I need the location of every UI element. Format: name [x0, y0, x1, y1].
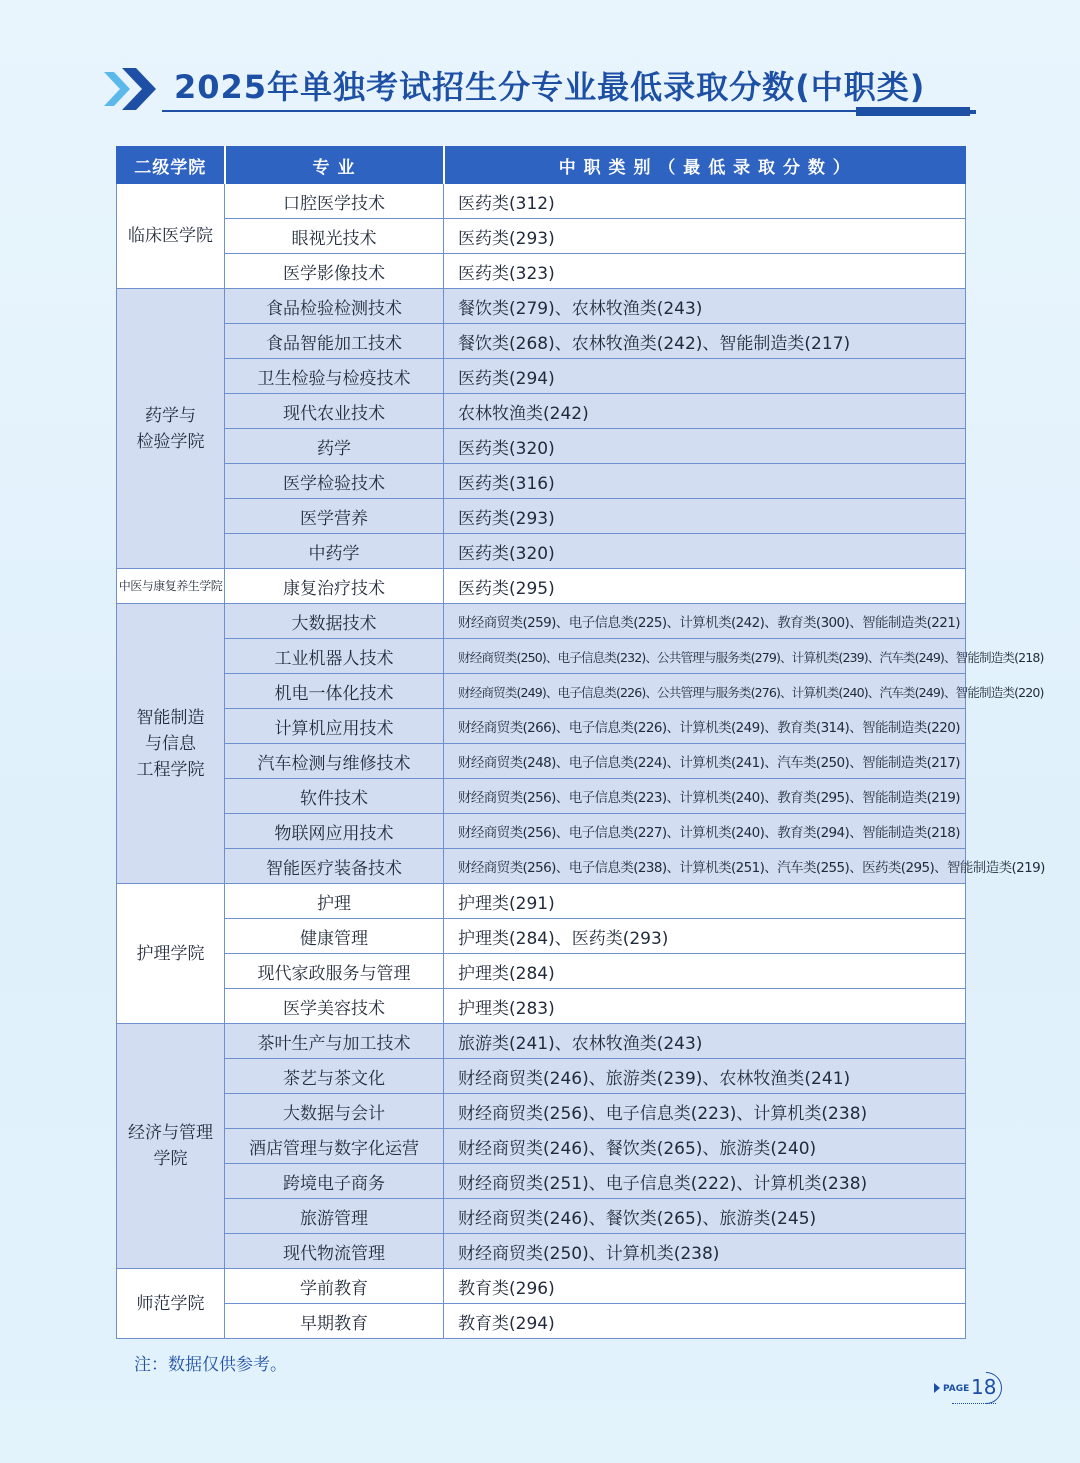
major-cell: 机电一体化技术 — [225, 674, 444, 709]
category-score-cell: 医药类(323) — [444, 254, 966, 289]
major-cell: 物联网应用技术 — [225, 814, 444, 849]
table-row — [117, 919, 966, 954]
table-row — [117, 1059, 966, 1094]
category-score-cell: 餐饮类(279)、农林牧渔类(243) — [444, 289, 966, 324]
table-row — [117, 499, 966, 534]
major-cell: 药学 — [225, 429, 444, 464]
header-college: 二级学院 — [117, 147, 225, 184]
category-score-cell: 财经商贸类(249)、电子信息类(226)、公共管理与服务类(276)、计算机类(240)、汽车类(249)、智能制造类(220) — [444, 674, 966, 709]
table-row — [117, 219, 966, 254]
major-cell: 卫生检验与检疫技术 — [225, 359, 444, 394]
table-row — [117, 1129, 966, 1164]
major-cell: 口腔医学技术 — [225, 184, 444, 219]
major-cell: 跨境电子商务 — [225, 1164, 444, 1199]
category-score-cell: 财经商贸类(246)、餐饮类(265)、旅游类(240) — [444, 1129, 966, 1164]
page-label: PAGE — [943, 1384, 970, 1394]
major-cell: 茶艺与茶文化 — [225, 1059, 444, 1094]
table-row — [117, 1164, 966, 1199]
category-score-cell: 医药类(295) — [444, 569, 966, 604]
category-score-cell: 旅游类(241)、农林牧渔类(243) — [444, 1024, 966, 1059]
title-underline-tip — [958, 110, 976, 114]
category-score-cell: 财经商贸类(246)、旅游类(239)、农林牧渔类(241) — [444, 1059, 966, 1094]
major-cell: 酒店管理与数字化运营 — [225, 1129, 444, 1164]
category-score-cell: 医药类(320) — [444, 429, 966, 464]
title-underline — [162, 110, 960, 112]
table-row — [117, 324, 966, 359]
major-cell: 医学影像技术 — [225, 254, 444, 289]
table-row — [117, 814, 966, 849]
header-major: 专 业 — [225, 147, 444, 184]
major-cell: 康复治疗技术 — [225, 569, 444, 604]
major-cell: 早期教育 — [225, 1304, 444, 1339]
footnote: 注：数据仅供参考。 — [134, 1355, 287, 1375]
major-cell: 护理 — [225, 884, 444, 919]
category-score-cell: 财经商贸类(250)、计算机类(238) — [444, 1234, 966, 1269]
header-category: 中 职 类 别 （ 最 低 录 取 分 数 ） — [444, 147, 966, 184]
table-row — [117, 954, 966, 989]
category-score-cell: 教育类(294) — [444, 1304, 966, 1339]
major-cell: 医学营养 — [225, 499, 444, 534]
major-cell: 茶叶生产与加工技术 — [225, 1024, 444, 1059]
major-cell: 现代农业技术 — [225, 394, 444, 429]
major-cell: 工业机器人技术 — [225, 639, 444, 674]
major-cell: 医学美容技术 — [225, 989, 444, 1024]
major-cell: 计算机应用技术 — [225, 709, 444, 744]
table-row — [117, 429, 966, 464]
category-score-cell: 餐饮类(268)、农林牧渔类(242)、智能制造类(217) — [444, 324, 966, 359]
major-cell: 旅游管理 — [225, 1199, 444, 1234]
table-row — [117, 1094, 966, 1129]
table-row — [117, 1269, 966, 1304]
major-cell: 健康管理 — [225, 919, 444, 954]
major-cell: 学前教育 — [225, 1269, 444, 1304]
table-row — [117, 569, 966, 604]
major-cell: 医学检验技术 — [225, 464, 444, 499]
major-cell: 现代物流管理 — [225, 1234, 444, 1269]
college-cell: 药学与 检验学院 — [117, 289, 225, 569]
table-row — [117, 779, 966, 814]
college-cell: 中医与康复养生学院 — [117, 569, 225, 604]
category-score-cell: 财经商贸类(250)、电子信息类(232)、公共管理与服务类(279)、计算机类(239)、汽车类(249)、智能制造类(218) — [444, 639, 966, 674]
table-row — [117, 989, 966, 1024]
college-cell: 临床医学院 — [117, 184, 225, 289]
major-cell: 现代家政服务与管理 — [225, 954, 444, 989]
category-score-cell: 护理类(291) — [444, 884, 966, 919]
table-row — [117, 849, 966, 884]
category-score-cell: 财经商贸类(266)、电子信息类(226)、计算机类(249)、教育类(314)、智能制造类(220) — [444, 709, 966, 744]
table-row — [117, 359, 966, 394]
table-row — [117, 394, 966, 429]
page-header — [100, 60, 980, 120]
college-cell: 护理学院 — [117, 884, 225, 1024]
table-row — [117, 1234, 966, 1269]
major-cell: 汽车检测与维修技术 — [225, 744, 444, 779]
major-cell: 中药学 — [225, 534, 444, 569]
table-row — [117, 1304, 966, 1339]
table-header-row — [117, 147, 966, 184]
category-score-cell: 护理类(284) — [444, 954, 966, 989]
title-underline-bar — [856, 107, 970, 116]
category-score-cell: 财经商贸类(256)、电子信息类(227)、计算机类(240)、教育类(294)、智能制造类(218) — [444, 814, 966, 849]
table-row — [117, 534, 966, 569]
category-score-cell: 医药类(320) — [444, 534, 966, 569]
table-row — [117, 884, 966, 919]
major-cell: 大数据与会计 — [225, 1094, 444, 1129]
category-score-cell: 护理类(283) — [444, 989, 966, 1024]
college-cell: 经济与管理 学院 — [117, 1024, 225, 1269]
category-score-cell: 护理类(284)、医药类(293) — [444, 919, 966, 954]
category-score-cell: 财经商贸类(259)、电子信息类(225)、计算机类(242)、教育类(300)、智能制造类(221) — [444, 604, 966, 639]
category-score-cell: 财经商贸类(246)、餐饮类(265)、旅游类(245) — [444, 1199, 966, 1234]
category-score-cell: 财经商贸类(256)、电子信息类(223)、计算机类(238) — [444, 1094, 966, 1129]
major-cell: 软件技术 — [225, 779, 444, 814]
category-score-cell: 财经商贸类(248)、电子信息类(224)、计算机类(241)、汽车类(250)、智能制造类(217) — [444, 744, 966, 779]
college-cell: 师范学院 — [117, 1269, 225, 1339]
major-cell: 食品智能加工技术 — [225, 324, 444, 359]
double-chevron-icon — [100, 64, 160, 114]
page-number-badge — [934, 1372, 1004, 1406]
category-score-cell: 医药类(316) — [444, 464, 966, 499]
major-cell: 眼视光技术 — [225, 219, 444, 254]
table-row — [117, 744, 966, 779]
category-score-cell: 财经商贸类(256)、电子信息类(238)、计算机类(251)、汽车类(255)、医药类(295)、智能制造类(219) — [444, 849, 966, 884]
category-score-cell: 医药类(293) — [444, 219, 966, 254]
table-row — [117, 639, 966, 674]
major-cell: 智能医疗装备技术 — [225, 849, 444, 884]
major-cell: 食品检验检测技术 — [225, 289, 444, 324]
table-row — [117, 709, 966, 744]
category-score-cell: 财经商贸类(251)、电子信息类(222)、计算机类(238) — [444, 1164, 966, 1199]
category-score-cell: 医药类(294) — [444, 359, 966, 394]
table-row — [117, 674, 966, 709]
category-score-cell: 农林牧渔类(242) — [444, 394, 966, 429]
category-score-cell: 医药类(293) — [444, 499, 966, 534]
category-score-cell: 医药类(312) — [444, 184, 966, 219]
table-row — [117, 464, 966, 499]
admission-score-table — [116, 146, 1045, 1339]
table-row — [117, 184, 966, 219]
table-row — [117, 1024, 966, 1059]
major-cell: 大数据技术 — [225, 604, 444, 639]
table-row — [117, 254, 966, 289]
page-title: 2025年单独考试招生分专业最低录取分数(中职类) — [174, 68, 926, 106]
table-body — [117, 184, 1045, 1339]
category-score-cell: 教育类(296) — [444, 1269, 966, 1304]
triangle-icon — [934, 1383, 940, 1393]
category-score-cell: 财经商贸类(256)、电子信息类(223)、计算机类(240)、教育类(295)、智能制造类(219) — [444, 779, 966, 814]
college-cell: 智能制造 与信息 工程学院 — [117, 604, 225, 884]
table-row — [117, 1199, 966, 1234]
dotted-underline — [952, 1403, 996, 1404]
table-row — [117, 604, 966, 639]
page-number: 18 — [971, 1375, 997, 1399]
table-row — [117, 289, 966, 324]
